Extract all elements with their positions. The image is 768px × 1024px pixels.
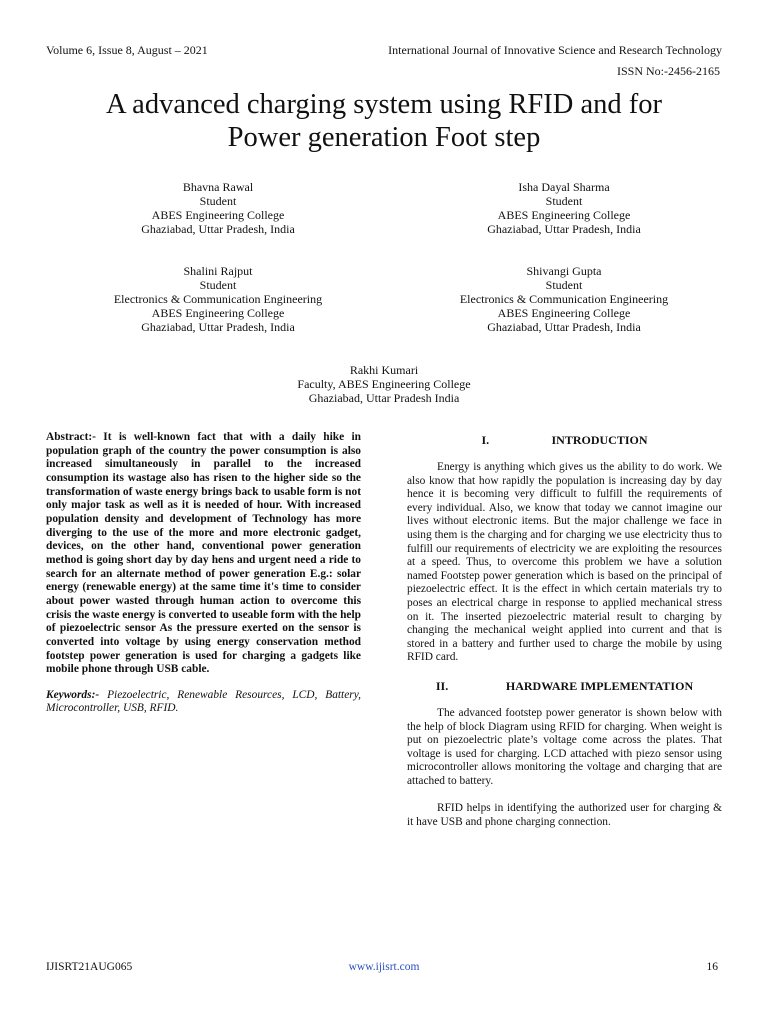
author-location: Ghaziabad, Uttar Pradesh, India xyxy=(141,320,295,334)
header-journal: International Journal of Innovative Science and Research Technology xyxy=(388,43,722,57)
author-affiliation: ABES Engineering College xyxy=(497,208,631,222)
author-block-3 xyxy=(58,264,378,334)
header-issn: ISSN No:-2456-2165 xyxy=(616,64,720,78)
footer-website-link[interactable]: www.ijisrt.com xyxy=(348,961,420,973)
author-affiliation: Faculty, ABES Engineering College xyxy=(297,377,471,391)
paper-title xyxy=(40,88,728,154)
footer-page-number: 16 xyxy=(706,961,718,973)
author-role: Student xyxy=(545,278,583,292)
author-name: Shivangi Gupta xyxy=(526,264,602,278)
author-block-4 xyxy=(404,264,724,334)
section-number: II. xyxy=(435,678,449,693)
hardware-paragraph-2: RFID helps in identifying the authorized user for charging & it have USB and phone charging connection. xyxy=(407,802,722,829)
author-name: Bhavna Rawal xyxy=(182,180,254,194)
author-name: Shalini Rajput xyxy=(183,264,253,278)
author-location: Ghaziabad, Uttar Pradesh, India xyxy=(487,320,641,334)
left-column xyxy=(46,431,361,716)
author-block-1 xyxy=(58,180,378,236)
keywords-text: Piezoelectric, Renewable Resources, LCD, Battery, Microcontroller, USB, RFID. xyxy=(46,688,361,715)
right-column xyxy=(407,431,722,830)
section-title: HARDWARE IMPLEMENTATION xyxy=(505,678,694,693)
hardware-paragraph-1: The advanced footstep power generator is shown below with the help of block Diagram using RFID for charging. When weight is put on piezoelectric plate’s voltage come across the plates. That voltage is used for charging. LCD attached with piezo sensor using microcontroller allows monitoring the voltage and charging that are attached to battery. xyxy=(407,706,722,787)
author-location: Ghaziabad, Uttar Pradesh, India xyxy=(487,222,641,236)
header-volume: Volume 6, Issue 8, August – 2021 xyxy=(46,43,208,57)
keywords xyxy=(46,689,361,716)
author-role: Student xyxy=(545,194,583,208)
title-line-1: A advanced charging system using RFID and for xyxy=(106,89,662,120)
title-line-2: Power generation Foot step xyxy=(227,122,541,153)
intro-paragraph: Energy is anything which gives us the ability to do work. We also know that how rapidly the population is increasing day by day hence it is becoming very difficult to fulfill the requirements of every individual. Also, we know that today we cannot imagine our lives without electronic items. But the major challenge we face in using them is the charging and for charging we use electricity thus to fulfill our requirements of electricity we are exploiting the resources at a speed. Thus, to overcome this problem we have a solution named Footstep power generation which is based on the principal of piezoelectric effect. It is the effect in which certain materials try to poses an electrical charge in response to applied mechanical stress on it. The inserted piezoelectric material result to charging by changing the mechanical weight applied into current and that is stored in a battery and further used to charge the mobile by using RFID card. xyxy=(407,461,722,664)
author-affiliation: ABES Engineering College xyxy=(151,306,285,320)
author-department: Electronics & Communication Engineering xyxy=(113,292,323,306)
author-block-5 xyxy=(224,363,544,405)
section-heading-introduction xyxy=(407,433,722,447)
author-role: Student xyxy=(199,278,237,292)
author-location: Ghaziabad, Uttar Pradesh, India xyxy=(141,222,295,236)
author-name: Rakhi Kumari xyxy=(349,363,419,377)
author-department: Electronics & Communication Engineering xyxy=(459,292,669,306)
author-block-2 xyxy=(404,180,724,236)
abstract: Abstract:- It is well-known fact that with a daily hike in population graph of the country the power consumption is also increased simultaneously in parallel to the increased consumption its wastage also has risen to the higher side so the transformation of waste energy brings back to usable form is not only major task as well as it is needed of hour. With increased population density and development of Technology has more diverging to the use of the more and more electronic gadget, devices, on the other hand, conventional power generation method is going short day by day hens and urgent need a ride to search for an alternate method of power generation E.g.: solar energy (renewable energy) at the same time it's time to consider about power wasted through human action to overcome this crisis the waste energy is converted to useable form with the help of piezoelectric sensor As the pressure exerted on the sensor is converted into voltage by using energy conservation method footstep power generation is used for charging a gadgets like mobile phone through USB cable. xyxy=(46,431,361,676)
section-heading-hardware xyxy=(407,679,722,693)
author-affiliation: ABES Engineering College xyxy=(151,208,285,222)
author-affiliation: ABES Engineering College xyxy=(497,306,631,320)
author-role: Student xyxy=(199,194,237,208)
author-name: Isha Dayal Sharma xyxy=(518,180,610,194)
section-number: I. xyxy=(481,433,490,447)
footer-paper-id: IJISRT21AUG065 xyxy=(46,961,133,973)
author-location: Ghaziabad, Uttar Pradesh India xyxy=(308,391,460,405)
keywords-label: Keywords:- xyxy=(46,688,100,701)
section-title: INTRODUCTION xyxy=(551,433,648,447)
